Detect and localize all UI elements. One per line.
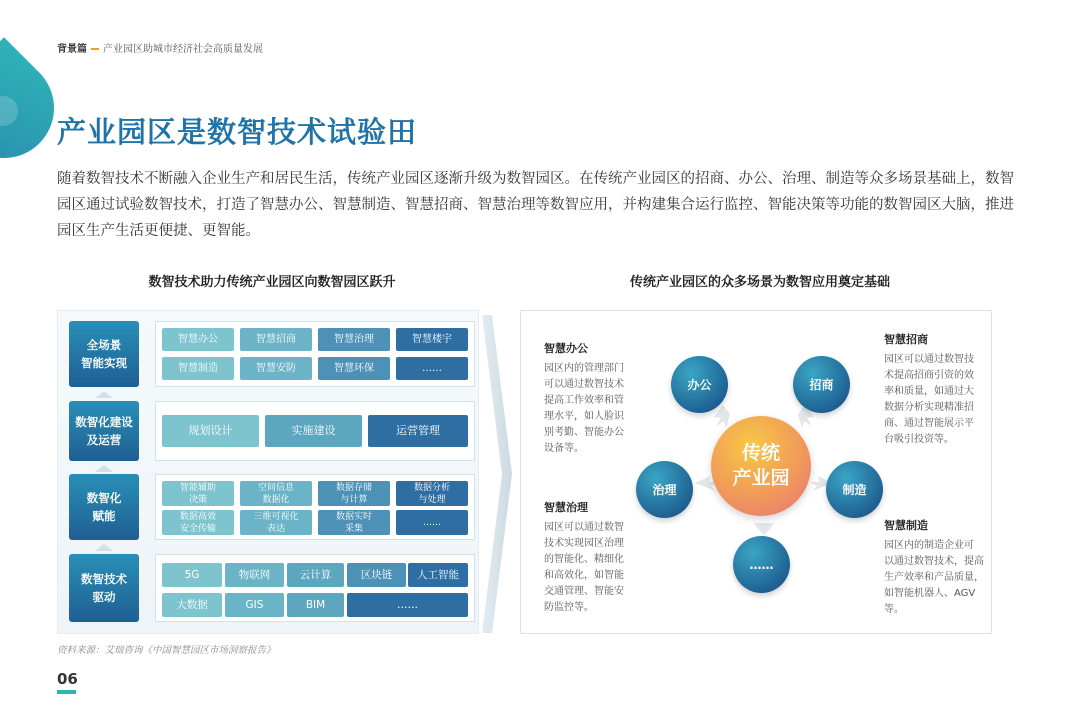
- up-arrow-icon: [95, 465, 113, 472]
- layer-cell: 智慧办公: [162, 328, 234, 351]
- center-label-line2: 产业园: [732, 467, 790, 489]
- layer-cell: 运营管理: [368, 415, 468, 447]
- layer-cell: 数据高效 安全传输: [162, 510, 234, 535]
- layer-cell: 物联网: [225, 563, 284, 587]
- layer-cell: 数据存储 与计算: [318, 481, 390, 506]
- page-title: 产业园区是数智技术试验田: [57, 115, 418, 149]
- up-arrow-icon: [95, 391, 113, 398]
- scene-heading-office: 智慧办公: [544, 342, 588, 355]
- layer-cell: 规划设计: [162, 415, 259, 447]
- layer-cell: 区块链: [347, 563, 406, 587]
- up-arrow-icon: [95, 544, 113, 551]
- right-figure-title: 传统产业园区的众多场景为数智应用奠定基础: [629, 275, 890, 290]
- layer-cell: 智慧治理: [318, 328, 390, 351]
- layer-cell: ……: [396, 510, 468, 535]
- scene-text-governance: 园区可以通过数智 技术实现园区治理 的智能化、精细化 和高效化，如智能 交通管理、智能安 防监控等。: [544, 522, 624, 613]
- page-number-underline: [57, 690, 76, 694]
- layer-cell: 5G: [162, 563, 222, 587]
- bubble-manufacturing: 制造: [826, 461, 883, 518]
- scene-heading-governance: 智慧治理: [544, 501, 588, 514]
- bubble-investment: 招商: [793, 356, 850, 413]
- layer-cell: 人工智能: [408, 563, 468, 587]
- bubble-governance: 治理: [636, 461, 693, 518]
- header-section: 背景篇: [57, 44, 87, 55]
- layer-label-driver: 数智技术 驱动: [69, 554, 139, 622]
- left-figure-title: 数智技术助力传统产业园区向数智园区跃升: [148, 275, 396, 290]
- layer-cell: 智慧安防: [240, 357, 312, 380]
- scene-text-manufacturing: 园区内的制造企业可 以通过数智技术，提高 生产效率和产品质量， 如智能机器人、AGV等。: [884, 540, 984, 615]
- layer-cell: GIS: [225, 593, 284, 617]
- layer-cell: 智能辅助 决策: [162, 481, 234, 506]
- layer-cell: 空间信息 数据化: [240, 481, 312, 506]
- bubble-more: ……: [733, 536, 790, 593]
- layer-cell: 智慧招商: [240, 328, 312, 351]
- page-number: 06: [57, 670, 78, 688]
- layer-cell: BIM: [287, 593, 344, 617]
- layer-cell: 实施建设: [265, 415, 362, 447]
- layer-cell: 数据实时 采集: [318, 510, 390, 535]
- transition-arrow-icon: [482, 315, 514, 633]
- source-note: 资料来源：艾瑞咨询《中国智慧园区市场洞察报告》: [57, 645, 276, 656]
- layer-cell: 智慧环保: [318, 357, 390, 380]
- running-header: [57, 43, 263, 57]
- layer-cell: 智慧制造: [162, 357, 234, 380]
- header-subtitle: 产业园区助城市经济社会高质量发展: [103, 44, 263, 55]
- center-label-line1: 传统: [741, 442, 780, 464]
- header-separator: [91, 48, 99, 50]
- bubble-office: 办公: [671, 356, 728, 413]
- layer-label-construction: 数智化建设 及运营: [69, 401, 139, 461]
- scene-text-investment: 园区可以通过数智技 术提高招商引资的效 率和质量，如通过大 数据分析实现精准招 商、通过智能展示平 台吸引投资等。: [884, 354, 974, 445]
- layer-cell: 云计算: [287, 563, 344, 587]
- layer-label-empower: 数智化 赋能: [69, 474, 139, 540]
- intro-paragraph: 随着数智技术不断融入企业生产和居民生活，传统产业园区逐渐升级为数智园区。在传统产业园区的招商、办公、治理、制造等众多场景基础上，数智园区通过试验数智技术，打造了智慧办公、智慧制造、智慧招商、智慧治理等数智应用，并构建集合运行监控、智能决策等功能的数智园区大脑，推进园区生产生活更便捷、更智能。: [57, 171, 1014, 239]
- layer-cell: 三维可视化 表达: [240, 510, 312, 535]
- layer-cell: 大数据: [162, 593, 222, 617]
- scene-text-office: 园区内的管理部门 可以通过数智技术 提高工作效率和管 理水平，如人脸识 别考勤、智能办公 设备等。: [544, 363, 624, 454]
- layer-cell: ……: [347, 593, 468, 617]
- layer-cell: ……: [396, 357, 468, 380]
- scene-heading-investment: 智慧招商: [884, 333, 928, 346]
- layer-cell: 智慧楼宇: [396, 328, 468, 351]
- layer-cell: 数据分析 与处理: [396, 481, 468, 506]
- layer-label-scenario: 全场景 智能实现: [69, 321, 139, 387]
- center-traditional-park: [711, 416, 811, 516]
- scene-heading-manufacturing: 智慧制造: [884, 519, 928, 532]
